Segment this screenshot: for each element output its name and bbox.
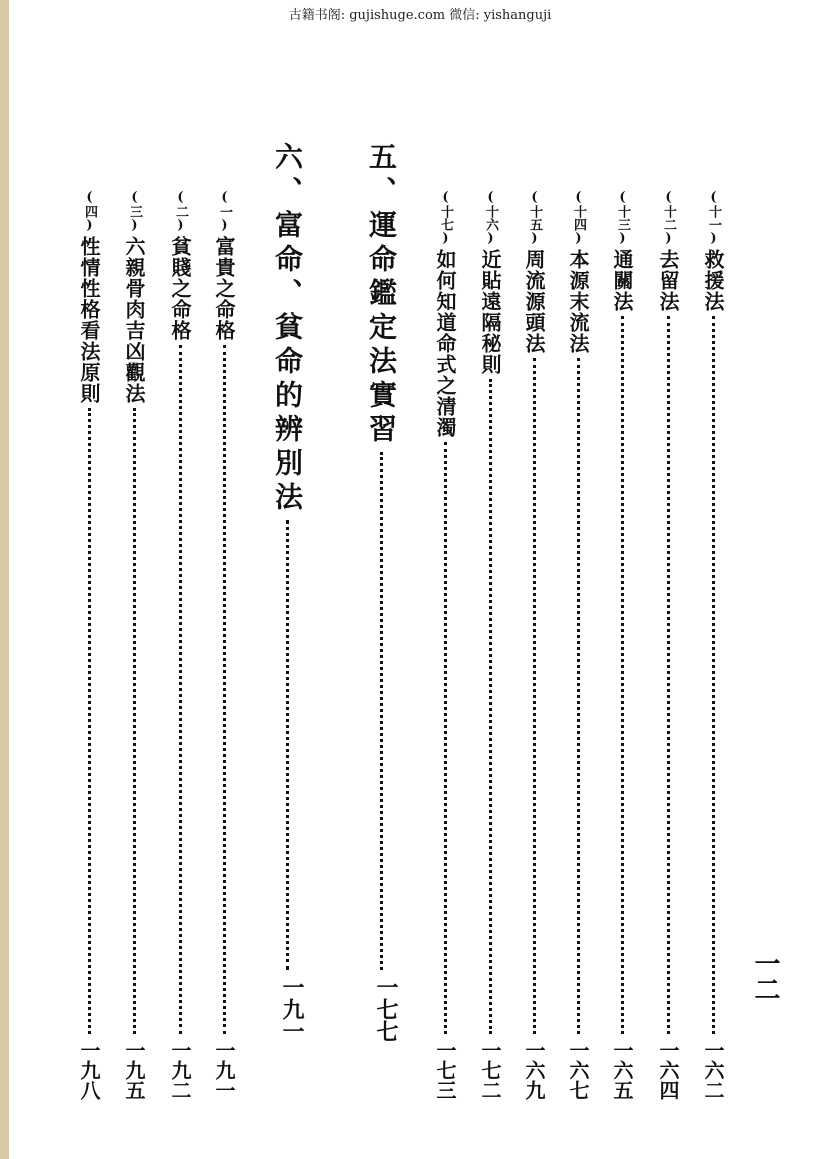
toc-chapter bbox=[364, 142, 398, 1052]
toc-entry bbox=[122, 190, 146, 1100]
dot-leader bbox=[88, 408, 91, 1034]
toc-chapter bbox=[270, 142, 304, 1052]
source-watermark: 古籍书阁: gujishuge.com 微信: yishanguji bbox=[288, 8, 552, 23]
toc-entry-title: (四)性情性格看法原則 bbox=[77, 190, 101, 404]
toc-entry-page: 一六九 bbox=[522, 1040, 546, 1100]
toc-entry-page: 一七三 bbox=[433, 1040, 457, 1100]
toc-entry-number: (二) bbox=[173, 190, 188, 233]
dot-leader bbox=[667, 316, 670, 1034]
toc-entry-number: (十二) bbox=[661, 190, 676, 246]
dot-leader bbox=[286, 520, 289, 970]
toc-entry-page: 一六四 bbox=[656, 1040, 680, 1100]
toc-entry-number: (十三) bbox=[615, 190, 630, 246]
dot-leader bbox=[533, 358, 536, 1034]
page-number: 一二 bbox=[750, 950, 780, 1002]
toc-chapter-page: 一七七 bbox=[373, 976, 399, 1042]
toc-entry-title: (三)六親骨肉吉凶觀法 bbox=[122, 190, 146, 404]
toc-entry-number: (十五) bbox=[527, 190, 542, 246]
toc-entry-page: 一六七 bbox=[566, 1040, 590, 1100]
toc-chapter-title: 六、富命、貧命的辨別法 bbox=[271, 142, 304, 516]
toc-entry-title: (十二)去留法 bbox=[656, 190, 680, 312]
dot-leader bbox=[577, 358, 580, 1034]
toc-entry-page: 一九八 bbox=[77, 1040, 101, 1100]
toc-entry bbox=[522, 190, 546, 1100]
toc-entry bbox=[433, 190, 457, 1100]
toc-entry bbox=[478, 190, 502, 1100]
toc-entry bbox=[77, 190, 101, 1100]
toc-entry-number: (一) bbox=[217, 190, 232, 233]
toc-entry-number: (十四) bbox=[571, 190, 586, 246]
toc-entry-title: (十三)通關法 bbox=[610, 190, 634, 312]
toc-entry-number: (三) bbox=[127, 190, 142, 233]
toc-entry-title: (十七)如何知道命式之清濁 bbox=[433, 190, 457, 438]
dot-leader bbox=[179, 345, 182, 1034]
dot-leader bbox=[489, 379, 492, 1034]
toc-chapter-title: 五、運命鑑定法實習 bbox=[365, 142, 398, 448]
toc-entry-page: 一七二 bbox=[478, 1040, 502, 1100]
dot-leader bbox=[712, 316, 715, 1034]
toc-entry-number: (十六) bbox=[483, 190, 498, 246]
dot-leader bbox=[621, 316, 624, 1034]
toc-entry-title: (十一)救援法 bbox=[701, 190, 725, 312]
toc-entry bbox=[168, 190, 192, 1100]
toc-entry-number: (四) bbox=[82, 190, 97, 233]
dot-leader bbox=[380, 452, 383, 970]
toc-entry-page: 一六二 bbox=[701, 1040, 725, 1100]
page-edge bbox=[0, 0, 9, 1159]
toc-entry bbox=[701, 190, 725, 1100]
dot-leader bbox=[444, 442, 447, 1034]
toc-entry-title: (二)貧賤之命格 bbox=[168, 190, 192, 341]
toc-entry-title: (一)富貴之命格 bbox=[212, 190, 236, 341]
toc-chapter-page: 一九一 bbox=[279, 976, 305, 1042]
toc-entry-title: (十五)周流源頭法 bbox=[522, 190, 546, 354]
toc-entry bbox=[566, 190, 590, 1100]
dot-leader bbox=[133, 408, 136, 1034]
toc-entry-title: (十四)本源末流法 bbox=[566, 190, 590, 354]
toc-entry-number: (十一) bbox=[706, 190, 721, 246]
toc-entry-page: 一九一 bbox=[212, 1040, 236, 1100]
toc-entry-page: 一九二 bbox=[168, 1040, 192, 1100]
toc-entry bbox=[656, 190, 680, 1100]
toc-entry bbox=[212, 190, 236, 1100]
toc-entry-title: (十六)近貼遠隔秘則 bbox=[478, 190, 502, 375]
toc-entry bbox=[610, 190, 634, 1100]
toc-entry-page: 一九五 bbox=[122, 1040, 146, 1100]
toc-entry-number: (十七) bbox=[438, 190, 453, 246]
toc-entry-page: 一六五 bbox=[610, 1040, 634, 1100]
dot-leader bbox=[223, 345, 226, 1034]
